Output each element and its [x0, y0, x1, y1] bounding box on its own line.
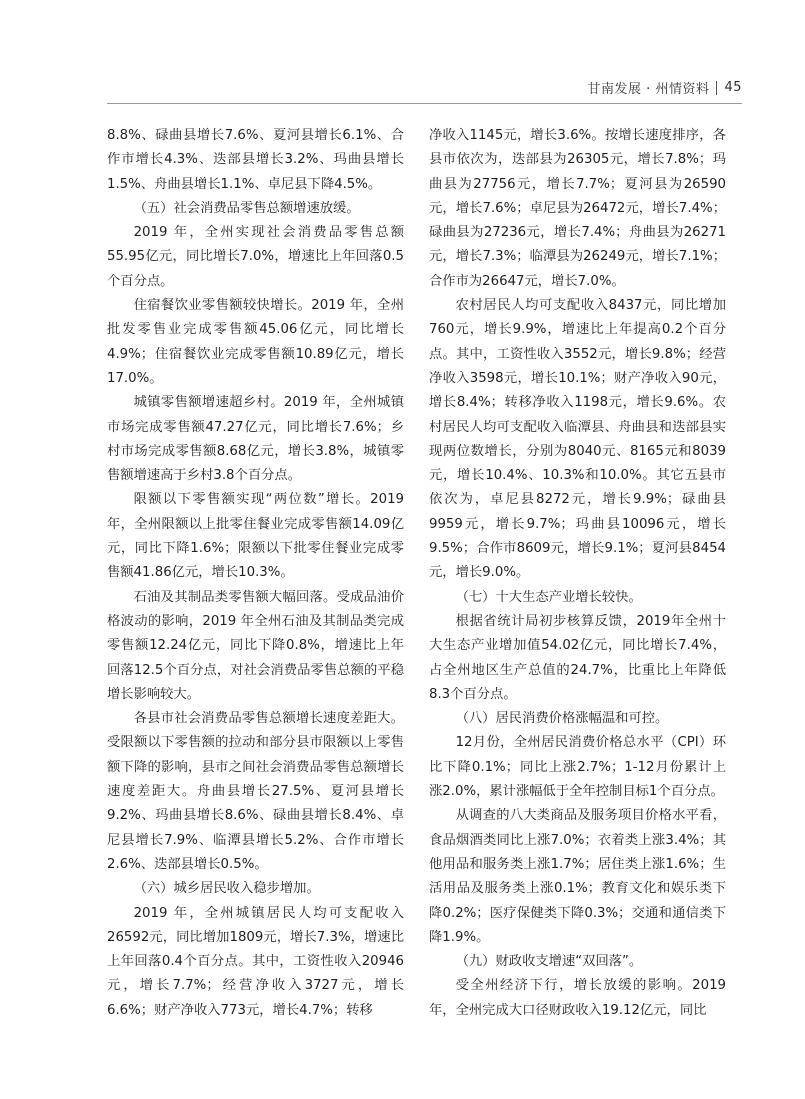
body-paragraph: 受全州经济下行，增长放缓的影响。2019年，全州完成大口径财政收入19.12亿元，同比	[429, 978, 726, 1018]
header-rule	[107, 103, 742, 104]
body-paragraph: 各县市社会消费品零售总额增长速度差距大。受限额以下零售额的拉动和部分县市限额以上零售额下降的影响，县市之间社会消费品零售总额增长速度差距大。舟曲县增长27.5%、夏河县增长9.2%、玛曲县增长8.6%、碌曲县增长8.4%、卓尼县增长7.9%、临潭县增长5.2%、合作市增长2.6%、迭部县增长0.5%。	[107, 711, 404, 872]
body-paragraph: 限额以下零售额实现“两位数”增长。2019 年，全州限额以上批零住餐业完成零售额14.09亿元，同比下降1.6%；限额以下批零住餐业完成零售额41.86亿元，增长10.3%。	[107, 492, 404, 581]
page-number: 45	[724, 80, 742, 95]
body-paragraph: 8.8%、碌曲县增长7.6%、夏河县增长6.1%、合作市增长4.3%、迭部县增长3.2%、玛曲县增长1.5%、舟曲县增长1.1%、卓尼县下降4.5%。	[107, 128, 404, 192]
section-heading: （九）财政收支增速“双回落”。	[455, 954, 643, 970]
body-paragraph: 2019 年，全州实现社会消费品零售总额55.95亿元，同比增长7.0%，增速比上年回落0.5个百分点。	[107, 225, 404, 289]
running-header	[588, 78, 742, 97]
section-heading: （六）城乡居民收入稳步增加。	[133, 881, 320, 897]
body-paragraph: 2019 年，全州城镇居民人均可支配收入26592元，同比增加1809元，增长7.3%，增速比上年回落0.4个百分点。其中，工资性收入20946元，增长7.7%；经营净收入3727元，增长6.6%；财产净收入773元，增长4.7%；转移	[107, 905, 404, 1018]
header-divider	[716, 81, 717, 95]
body-paragraph: 城镇零售额增速超乡村。2019 年，全州城镇市场完成零售额47.27亿元，同比增长7.6%；乡村市场完成零售额8.68亿元，增长3.8%，城镇零售额增速高于乡村3.8个百分点。	[107, 395, 404, 484]
section-heading: （八）居民消费价格涨幅温和可控。	[455, 711, 669, 727]
body-paragraph: 净收入1145元，增长3.6%。按增长速度排序，各县市依次为，迭部县为26305元，增长7.8%；玛曲县为27756元，增长7.7%；夏河县为26590元，增长7.6%；卓尼县为26472元，增长7.4%；碌曲县为27236元，增长7.4%；舟曲县为26271元，增长7.3%；临潭县为26249元，增长7.1%；合作市为26647元，增长7.0%。	[429, 128, 726, 289]
body-paragraph: 根据省统计局初步核算反馈，2019年全州十大生态产业增加值54.02亿元，同比增长7.4%，占全州地区生产总值的24.7%，比重比上年降低8.3个百分点。	[429, 613, 726, 702]
section-heading: （五）社会消费品零售总额增速放缓。	[133, 200, 360, 216]
body-paragraph: 住宿餐饮业零售额较快增长。2019 年，全州批发零售业完成零售额45.06亿元，同比增长4.9%；住宿餐饮业完成零售额10.89亿元，增长17.0%。	[107, 298, 404, 386]
left-text-column	[107, 124, 404, 1023]
section-heading: （七）十大生态产业增长较快。	[455, 589, 642, 605]
body-paragraph: 农村居民人均可支配收入8437元，同比增加760元，增长9.9%，增速比上年提高0.2个百分点。其中，工资性收入3552元，增长9.8%；经营净收入3598元，增长10.1%；财产净收入90元，增长8.4%；转移净收入1198元，增长9.6%。农村居民人均可支配收入临潭县、舟曲县和迭部县实现两位数增长，分别为8040元、8165元和8039元，增长10.4%、10.3%和10.0%。其它五县市依次为，卓尼县8272元，增长9.9%；碌曲县9959元，增长9.7%；玛曲县10096元，增长9.5%；合作市8609元，增长9.1%；夏河县8454元，增长9.0%。	[429, 298, 726, 581]
body-paragraph: 12月份，全州居民消费价格总水平（CPI）环比下降0.1%；同比上涨2.7%；1-12月份累计上涨2.0%，累计涨幅低于全年控制目标1个百分点。	[429, 735, 726, 800]
header-section-title: 甘南发展 · 州情资料	[587, 82, 710, 97]
body-paragraph: 从调查的八大类商品及服务项目价格水平看，食品烟酒类同比上涨7.0%；衣着类上涨3.4%；其他用品和服务类上涨1.7%；居住类上涨1.6%；生活用品及服务类上涨0.1%；教育文化和娱乐类下降0.2%；医疗保健类下降0.3%；交通和通信类下降1.9%。	[429, 808, 726, 945]
body-paragraph: 石油及其制品类零售额大幅回落。受成品油价格波动的影响，2019 年全州石油及其制品类完成零售额12.24亿元，同比下降0.8%，增速比上年回落12.5个百分点，对社会消费品零售总额的平稳增长影响较大。	[107, 589, 404, 702]
right-text-column	[429, 124, 726, 1023]
